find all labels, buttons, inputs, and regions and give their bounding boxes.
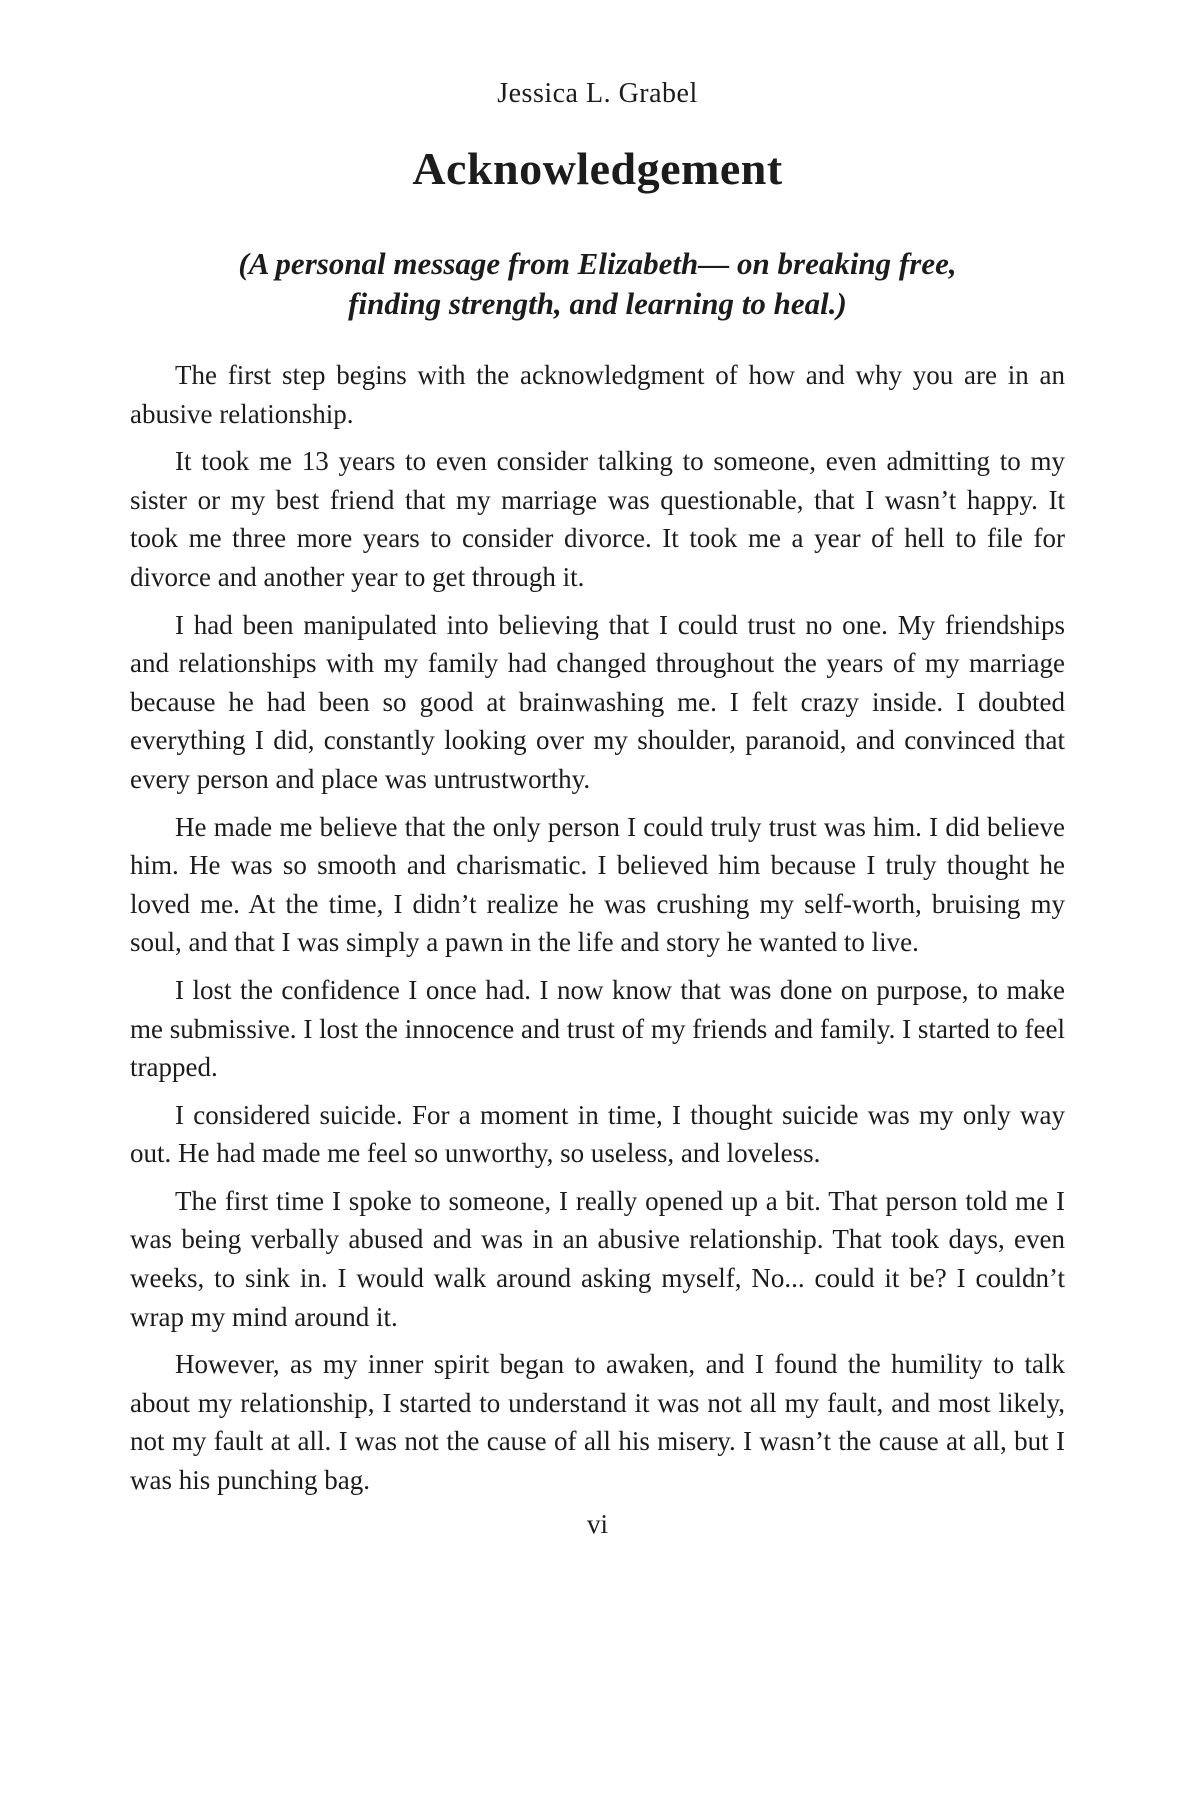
paragraph: However, as my inner spirit began to awaken, and I found the humility to talk about my relationship, I started to understand it was not all my fault, and most likely, not my fault at all. I was not the cause of all his misery. I wasn’t the cause at all, but I was his punching bag. xyxy=(130,1349,1065,1496)
paragraph: It took me 13 years to even consider talking to someone, even admitting to my sister or my best friend that my marriage was questionable, that I wasn’t happy. It took me three more years to consider divorce. It took me a year of hell to file for divorce and another year to get through it. xyxy=(130,446,1065,592)
paragraph: He made me believe that the only person I could truly trust was him. I did believe him. He was so smooth and charismatic. I believed him because I truly thought he loved me. At the time, I didn’t realize he was crushing my self-worth, bruising my soul, and that I was simply a pawn in the life and story he wanted to live. xyxy=(130,811,1065,958)
paragraph: I considered suicide. For a moment in time, I thought suicide was my only way out. He had made me feel so unworthy, so useless, and loveless. xyxy=(130,1099,1065,1169)
paragraph: The first time I spoke to someone, I really opened up a bit. That person told me I was being verbally abused and was in an abusive relationship. That took days, even weeks, to sink in. I would walk around asking myself, No... could it be? I couldn’t wrap my mind around it. xyxy=(130,1185,1065,1332)
paragraph: I had been manipulated into believing that I could trust no one. My friendships and relationships with my family had changed throughout the years of my marriage because he had been so good at brainwashing me. I felt crazy inside. I doubted everything I did, constantly looking over my shoulder, paranoid, and convinced that every person and place was untrustworthy. xyxy=(130,609,1065,794)
chapter-title: Acknowledgement xyxy=(412,143,783,194)
page-content xyxy=(130,0,1065,1539)
paragraph: The first step begins with the acknowledgment of how and why you are in an abusive relationship. xyxy=(130,360,1065,429)
chapter-subtitle-line2: finding strength, and learning to heal.) xyxy=(348,286,847,321)
running-header-author: Jessica L. Grabel xyxy=(497,78,698,109)
body-text xyxy=(130,356,1065,1500)
chapter-subtitle-line1: (A personal message from Elizabeth— on breaking free, xyxy=(238,246,957,281)
chapter-subtitle xyxy=(130,244,1065,324)
paragraph: I lost the confidence I once had. I now know that was done on purpose, to make me submissive. I lost the innocence and trust of my friends and family. I started to feel trapped. xyxy=(130,974,1065,1083)
page-number: vi xyxy=(586,1508,608,1539)
